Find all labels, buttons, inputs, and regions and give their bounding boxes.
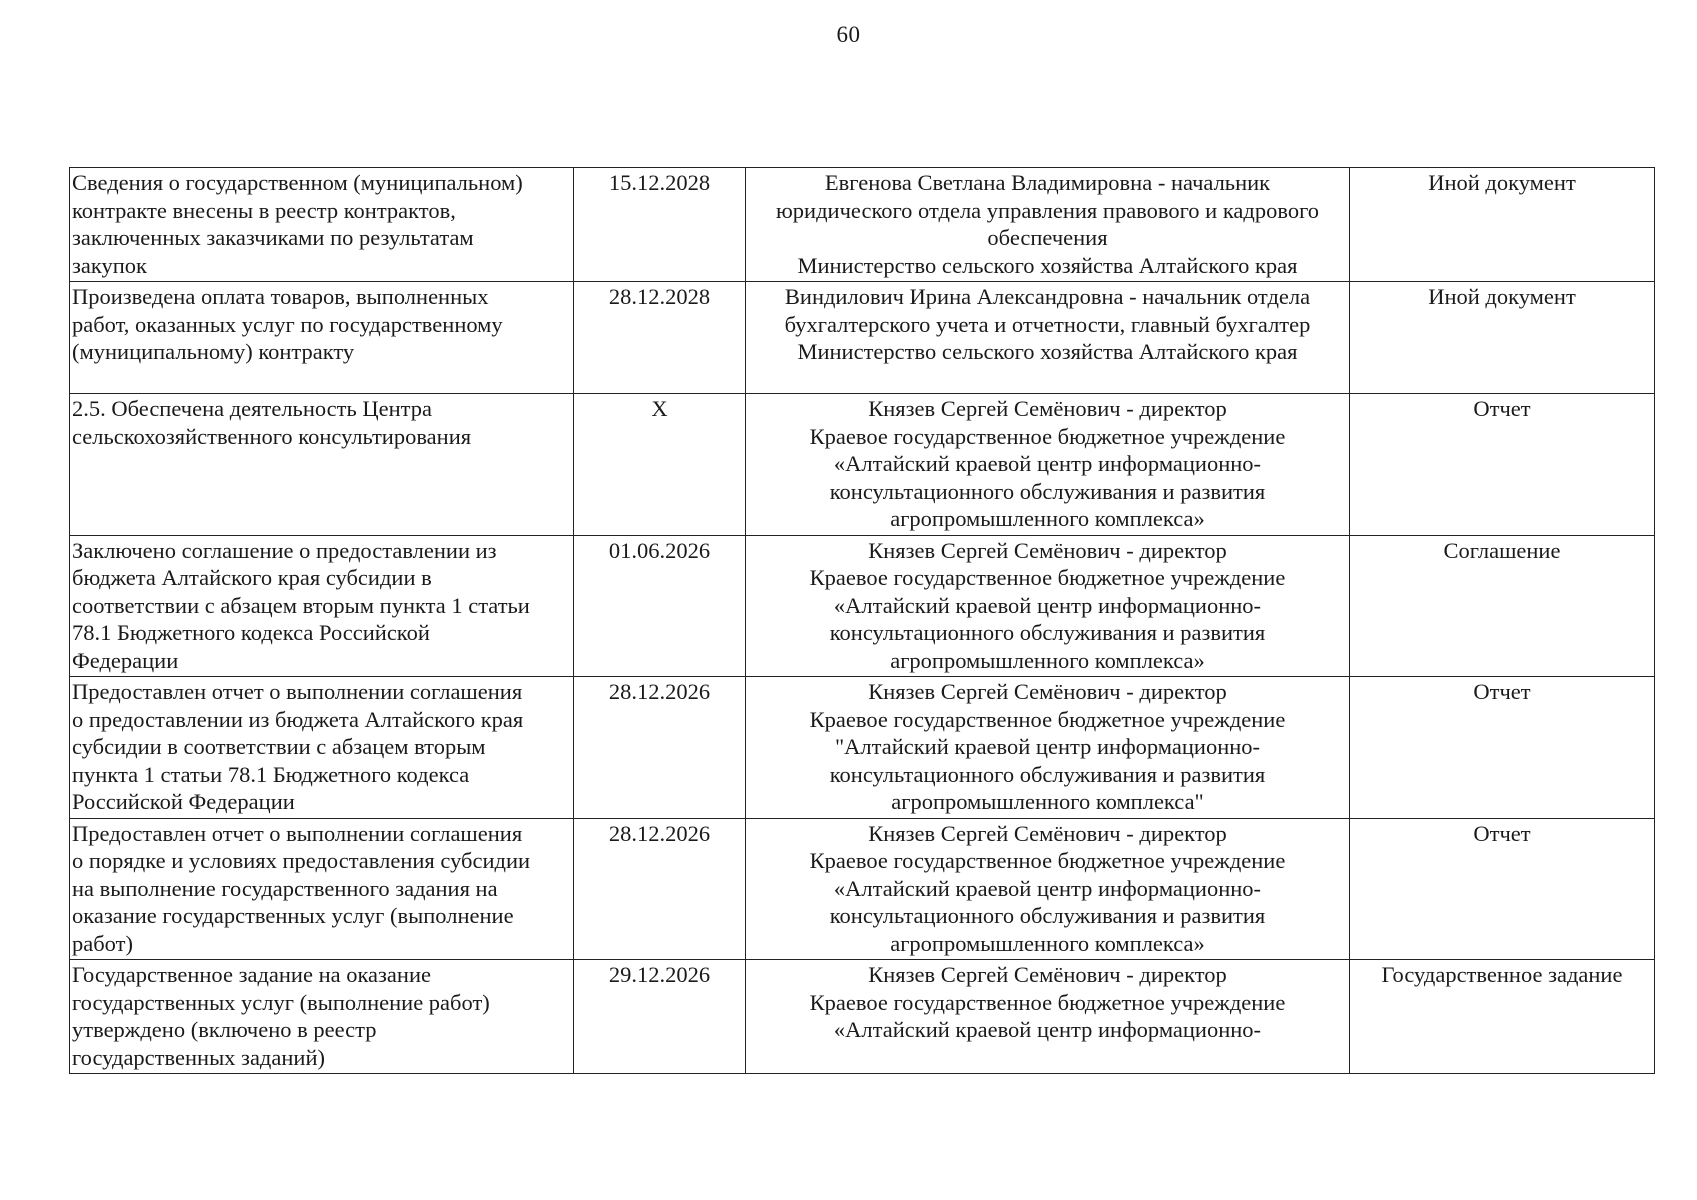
responsible-cell <box>746 282 1350 394</box>
control-points-table <box>69 167 1655 1074</box>
event-cell: Произведена оплата товаров, выполненных работ, оказанных услуг по государственному (муниципальному) контракту <box>70 282 574 394</box>
responsible-person: Князев Сергей Семёнович - директор <box>868 962 1227 987</box>
responsible-person: Евгенова Светлана Владимировна - начальник юридического отдела управления правового и кадрового обеспечения <box>776 170 1319 250</box>
document-type-cell: Отчет <box>1350 394 1655 536</box>
date-cell: 28.12.2026 <box>574 818 746 960</box>
responsible-cell <box>746 818 1350 960</box>
table-row <box>70 168 1655 282</box>
date-cell: 15.12.2028 <box>574 168 746 282</box>
responsible-person: Князев Сергей Семёнович - директор <box>868 396 1227 421</box>
document-type-cell: Государственное задание <box>1350 960 1655 1074</box>
document-type-cell: Иной документ <box>1350 168 1655 282</box>
document-type-cell: Отчет <box>1350 818 1655 960</box>
table-row <box>70 282 1655 394</box>
event-cell: Предоставлен отчет о выполнении соглашения о порядке и условиях предоставления субсидии на выполнение государственного задания на оказание государственных услуг (выполнение работ) <box>70 818 574 960</box>
responsible-cell <box>746 677 1350 819</box>
responsible-organization: Краевое государственное бюджетное учреждение «Алтайский краевой центр информационно- консультационного обслуживания и развития агропромышленного комплекса» <box>809 423 1286 531</box>
event-cell: Заключено соглашение о предоставлении из бюджета Алтайского края субсидии в соответствии с абзацем вторым пункта 1 статьи 78.1 Бюджетного кодекса Российской Федерации <box>70 535 574 677</box>
responsible-organization: Министерство сельского хозяйства Алтайского края <box>797 252 1298 278</box>
date-cell: 29.12.2026 <box>574 960 746 1074</box>
responsible-organization: Министерство сельского хозяйства Алтайского края <box>797 339 1298 364</box>
responsible-person: Князев Сергей Семёнович - директор <box>868 679 1227 704</box>
responsible-cell <box>746 535 1350 677</box>
page-number: 60 <box>836 22 861 47</box>
event-cell: Государственное задание на оказание государственных услуг (выполнение работ) утверждено (включено в реестр государственных заданий) <box>70 960 574 1074</box>
responsible-organization: Краевое государственное бюджетное учреждение "Алтайский краевой центр информационно- консультационного обслуживания и развития агропромышленного комплекса" <box>809 706 1286 814</box>
date-cell: 28.12.2026 <box>574 677 746 819</box>
event-cell: 2.5. Обеспечена деятельность Центра сельскохозяйственного консультирования <box>70 394 574 536</box>
event-cell: Сведения о государственном (муниципальном) контракте внесены в реестр контрактов, заключенных заказчиками по результатам закупок <box>70 168 574 282</box>
date-cell: X <box>574 394 746 536</box>
document-type-cell: Иной документ <box>1350 282 1655 394</box>
table-row <box>70 677 1655 819</box>
responsible-organization: Краевое государственное бюджетное учреждение «Алтайский краевой центр информационно- <box>809 989 1286 1042</box>
responsible-organization: Краевое государственное бюджетное учреждение «Алтайский краевой центр информационно- консультационного обслуживания и развития агропромышленного комплекса» <box>809 848 1286 956</box>
responsible-person: Виндилович Ирина Александровна - начальник отдела бухгалтерского учета и отчетности, главный бухгалтер <box>784 284 1311 337</box>
responsible-person: Князев Сергей Семёнович - директор <box>868 537 1227 563</box>
date-cell: 01.06.2026 <box>574 535 746 677</box>
document-type-cell: Отчет <box>1350 677 1655 819</box>
responsible-person: Князев Сергей Семёнович - директор <box>868 820 1227 846</box>
responsible-organization: Краевое государственное бюджетное учреждение «Алтайский краевой центр информационно- консультационного обслуживания и развития агропромышленного комплекса» <box>809 565 1286 673</box>
table-row <box>70 818 1655 960</box>
responsible-cell <box>746 960 1350 1074</box>
document-type-cell: Соглашение <box>1350 535 1655 677</box>
responsible-cell <box>746 168 1350 282</box>
table-row <box>70 394 1655 536</box>
date-cell: 28.12.2028 <box>574 282 746 394</box>
table-row <box>70 535 1655 677</box>
responsible-cell <box>746 394 1350 536</box>
event-cell: Предоставлен отчет о выполнении соглашения о предоставлении из бюджета Алтайского края субсидии в соответствии с абзацем вторым пункта 1 статьи 78.1 Бюджетного кодекса Российской Федерации <box>70 677 574 819</box>
table-row <box>70 960 1655 1074</box>
